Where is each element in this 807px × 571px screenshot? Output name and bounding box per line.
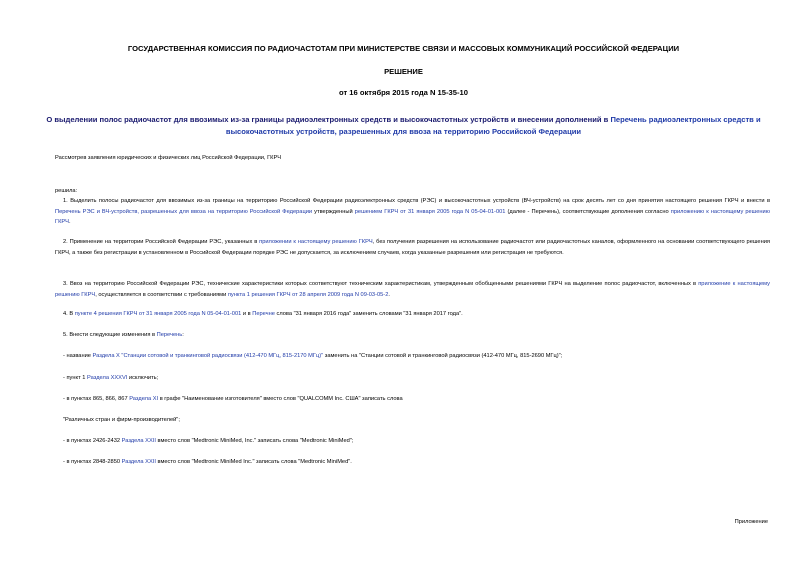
- b3-text-b: в графе "Наименование изготовителя" вместо слов "QUALCOMM Inc. США" записать слова: [158, 396, 403, 402]
- p3-text-a: 3. Ввоз на территорию Российской Федерации РЭС, технические характеристики которых соответствуют техническим характеристикам, утвержденным обобщенными решениями ГКРЧ на выделение полос радиочастот, включенных в: [63, 281, 699, 287]
- p2-text-b: , без получения разрешения на использование радиочастот или радиочастотных каналов, оформленного на основании соответствующего решения ГКРЧ, а также без регистрации в установленном в Российской Федерации порядке РЭС не допускается, за исключением случаев, когда указанные разрешения или регистрация не требуются.: [55, 239, 770, 256]
- p3-text-b: , осуществляется в соответствии с требованиями: [95, 291, 228, 298]
- p3-link-appendix[interactable]: приложение к настоящему решению ГКРЧ: [55, 281, 770, 298]
- p2-link-appendix[interactable]: приложении к настоящему решению ГКРЧ: [259, 239, 373, 245]
- list-item: [55, 457, 770, 468]
- b6-text-a: - в пунктах 2848-2850: [63, 459, 122, 465]
- b5-text-b: вместо слов "Medtronic MiniMed, Inc." записать слова "Medtronic MiniMed";: [155, 438, 354, 444]
- b2-text-b: исключить;: [127, 375, 159, 381]
- p4-link-list[interactable]: Перечне: [252, 311, 275, 317]
- p3-text-c: .: [388, 291, 390, 298]
- appendix-label: Приложение: [734, 519, 768, 525]
- b6-link-section[interactable]: Раздела XXII: [121, 459, 156, 465]
- b3-link-section[interactable]: Раздела XI: [129, 396, 159, 402]
- document-date-number: от 16 октября 2015 года N 15-35-10: [339, 88, 468, 97]
- p2-text-a: 2. Применение на территории Российской Федерации РЭС, указанных в: [63, 239, 260, 245]
- b3-text-a: - в пунктах 865, 866, 867: [63, 396, 130, 402]
- list-item: [55, 394, 770, 405]
- b2-text-a: - пункт 1: [63, 375, 88, 381]
- list-item: [55, 351, 770, 362]
- list-item: [55, 373, 770, 384]
- p4-text-c: слова "31 января 2016 года" заменить словами "31 января 2017 года".: [274, 311, 463, 317]
- b5-link-section[interactable]: Раздела XXII: [121, 438, 156, 444]
- p1-link-appendix[interactable]: приложению к настоящему решению ГКРЧ: [55, 208, 770, 226]
- p1-text-d: .: [68, 219, 71, 226]
- p1-link-decision[interactable]: решением ГКРЧ от 31 января 2005 года N 05-04-01-001: [354, 208, 506, 215]
- paragraph-3: [55, 279, 770, 300]
- paragraph-4: [55, 309, 770, 320]
- paragraph-1: [55, 196, 770, 228]
- commission-heading: ГОСУДАРСТВЕННАЯ КОМИССИЯ ПО РАДИОЧАСТОТАМ ПРИ МИНИСТЕРСТВЕ СВЯЗИ И МАССОВЫХ КОММУНИКАЦИЙ РОССИЙСКОЙ ФЕДЕРАЦИИ: [127, 44, 680, 53]
- p5-link-list[interactable]: Перечень: [156, 332, 183, 338]
- b2-link-section[interactable]: Раздела XXXVI: [87, 375, 128, 381]
- p4-text-b: и в: [241, 311, 253, 317]
- list-item: "Различных стран и фирм-производителей";: [63, 417, 180, 423]
- b1-link-section[interactable]: Раздела X "Станции сотовой и транкинговой радиосвязи (412-470 МГц, 815-2170 МГц)": [92, 353, 324, 359]
- list-item: [55, 436, 770, 447]
- p3-link-decision[interactable]: пункта 1 решения ГКРЧ от 28 апреля 2009 года N 09-03-05-2: [227, 291, 389, 298]
- p4-link-decision[interactable]: пункте 4 решения ГКРЧ от 31 января 2005 года N 05-04-01-001: [74, 311, 242, 317]
- p1-text-a: 1. Выделить полосы радиочастот для ввозимых из-за границы на территорию Российской Федерации радиоэлектронных средств (РЭС) и высокочастотных устройств (ВЧ-устройств) на срок десять лет со дня принятия настоящего решения ГКРЧ и внести в: [63, 198, 770, 204]
- b1-text-b: заменить на "Станции сотовой и транкинговой радиосвязи (412-470 МГц, 815-2690 МГц)";: [323, 353, 563, 359]
- intro-paragraph: Рассмотрев заявления юридических и физических лиц Российской Федерации, ГКРЧ: [55, 155, 282, 161]
- b1-text-a: - название: [63, 353, 93, 359]
- document-title: [40, 114, 767, 138]
- p4-text-a: 4. В: [63, 311, 75, 317]
- p1-link-list[interactable]: Перечень РЭС и ВЧ-устройств, разрешенных для ввоза на территорию Российской Федерации: [55, 208, 313, 215]
- p5-text-a: 5. Внести следующие изменения в: [63, 332, 157, 338]
- decided-label: решила:: [55, 188, 78, 194]
- title-text: О выделении полос радиочастот для ввозимых из-за границы радиоэлектронных средств и высокочастотных устройств и внесении дополнений в: [46, 115, 611, 124]
- paragraph-2: [55, 237, 770, 258]
- document-type: РЕШЕНИЕ: [384, 67, 423, 76]
- b5-text-a: - в пунктах 2426-2432: [63, 438, 122, 444]
- b6-text-b: вместо слов "Medtronic MiniMed Inc." записать слова "Medtronic MiniMed".: [155, 459, 352, 465]
- p5-text-b: :: [182, 332, 184, 338]
- p1-text-c: (далее - Перечень), соответствующие дополнения согласно: [505, 208, 671, 215]
- title-link[interactable]: Перечень радиоэлектронных средств и высокочастотных устройств, разрешенных для ввоза на территорию Российской Федерации: [225, 115, 761, 136]
- paragraph-5: [55, 330, 770, 341]
- p1-text-b: утвержденный: [312, 208, 355, 215]
